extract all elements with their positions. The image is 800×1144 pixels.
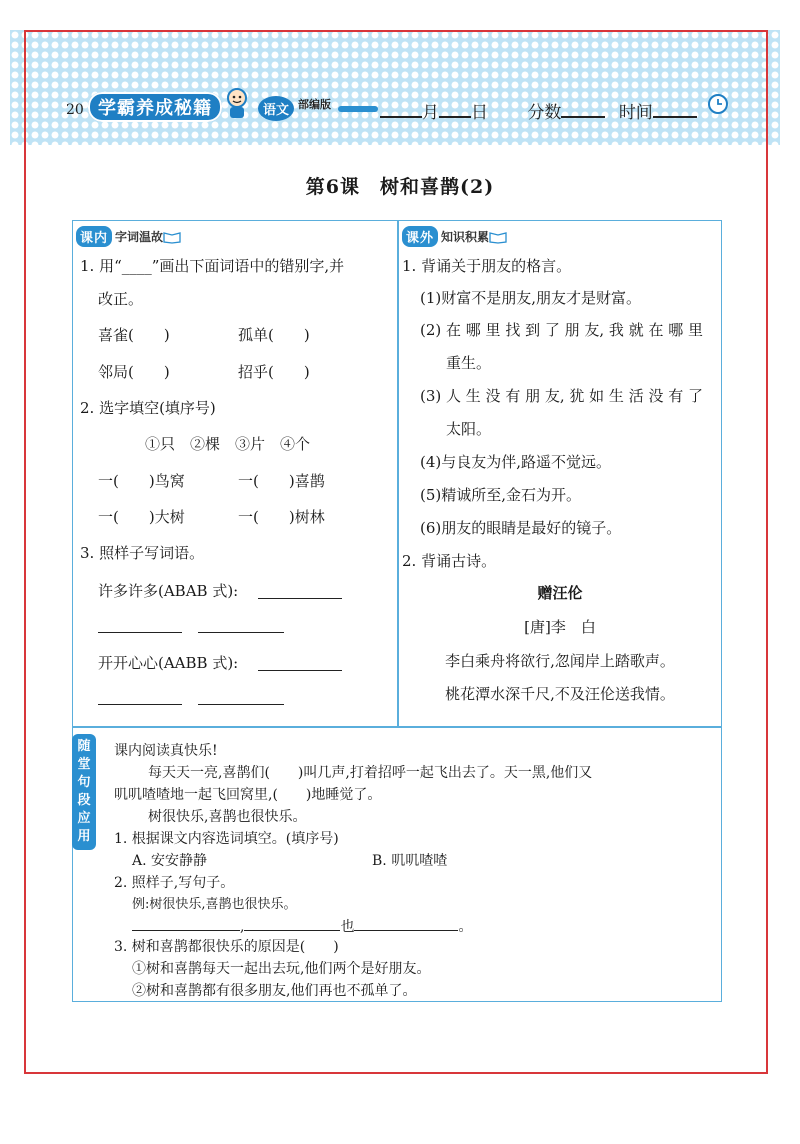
tag-char: 用 (77, 829, 91, 844)
rq1-prompt: 1. 背诵关于朋友的格言。 (402, 257, 572, 275)
bottom-box-tag (72, 734, 96, 850)
motto-item: (5)精诚所至,金石为开。 (420, 486, 582, 504)
bq3-option[interactable]: ②树和喜鹊都有很多朋友,他们再也不孤单了。 (132, 983, 417, 999)
motto-item: 太阳。 (446, 420, 492, 438)
q1-item[interactable]: 喜雀( ) (98, 326, 170, 344)
book-icon (489, 230, 507, 244)
q1-item[interactable]: 邻局( ) (98, 363, 170, 381)
bq3-option[interactable]: ①树和喜鹊每天一起出去玩,他们两个是好朋友。 (132, 961, 431, 977)
q1-line2: 改正。 (98, 290, 144, 308)
option-a[interactable]: A. 安安静静 (132, 853, 208, 869)
day-label: 日 (471, 103, 488, 123)
poem-title: 赠汪伦 (537, 584, 583, 602)
q1-item[interactable]: 招乎( ) (238, 363, 310, 381)
day-blank[interactable] (439, 102, 471, 118)
brand-logo: 学霸养成秘籍 (88, 92, 222, 122)
score-label: 分数 (527, 103, 562, 123)
left-tag-text: 字词温故 (115, 230, 164, 244)
time-label: 时间 (618, 103, 653, 123)
bq2-example: 例:树很快乐,喜鹊也很快乐。 (132, 897, 297, 912)
tag-char: 应 (77, 811, 91, 826)
right-tag-text: 知识积累 (441, 230, 490, 244)
page-number: 20 (66, 102, 84, 118)
answer-line[interactable] (198, 620, 284, 633)
template-period: 。 (458, 919, 473, 935)
q3-ex1: 许多许多(ABAB 式): (98, 582, 239, 600)
header-fields (380, 98, 697, 123)
passage-line: 每天天一亮,喜鹊们( )叫几声,打着招呼一起飞出去了。天一黑,他们又 (148, 765, 593, 781)
bq2-prompt: 2. 照样子,写句子。 (114, 875, 235, 891)
score-blank[interactable] (561, 102, 605, 118)
template-comma: , (240, 919, 245, 935)
motto-item: (3) 人 生 没 有 朋 友, 犹 如 生 活 没 有 了 (420, 387, 704, 405)
passage-line: 叽叽喳喳地一起飞回窝里,( )地睡觉了。 (114, 787, 382, 803)
left-box-tag (76, 226, 181, 247)
motto-item: 重生。 (446, 354, 492, 372)
tag-char: 段 (77, 793, 91, 808)
time-blank[interactable] (653, 102, 697, 118)
q3-prompt: 3. 照样子写词语。 (80, 544, 205, 562)
sentence-template (132, 918, 472, 934)
motto-item: (2) 在 哪 里 找 到 了 朋 友, 我 就 在 哪 里 (420, 321, 704, 339)
rq2-prompt: 2. 背诵古诗。 (402, 552, 497, 570)
lesson-title: 第6课 树和喜鹊(2) (305, 176, 495, 198)
answer-line[interactable] (354, 918, 458, 931)
q2-prompt: 2. 选字填空(填序号) (80, 399, 216, 417)
poem-line: 桃花潭水深千尺,不及汪伦送我情。 (445, 685, 675, 703)
answer-line[interactable] (98, 692, 182, 705)
motto-item: (4)与良友为伴,路遥不觉远。 (420, 453, 612, 471)
book-icon (163, 230, 181, 244)
motto-item: (6)朋友的眼睛是最好的镜子。 (420, 519, 622, 537)
q2-item[interactable]: 一( )大树 (98, 508, 185, 526)
poem-line: 李白乘舟将欲行,忽闻岸上踏歌声。 (445, 652, 675, 670)
answer-line[interactable] (258, 586, 342, 599)
answer-line[interactable] (244, 918, 340, 931)
poem-author: [唐]李 白 (524, 618, 596, 636)
month-blank[interactable] (380, 102, 422, 118)
edition-label: 部编版 (298, 98, 331, 111)
q2-item[interactable]: 一( )鸟窝 (98, 472, 185, 490)
q2-options: ①只 ②棵 ③片 ④个 (145, 435, 311, 453)
passage-line: 树很快乐,喜鹊也很快乐。 (148, 809, 307, 825)
right-tag-pill: 课外 (402, 226, 438, 247)
tag-char: 堂 (77, 757, 91, 772)
left-tag-pill: 课内 (76, 226, 112, 247)
q2-item[interactable]: 一( )喜鹊 (238, 472, 325, 490)
right-box-tag (402, 226, 507, 247)
answer-line[interactable] (98, 620, 182, 633)
clock-icon (706, 92, 730, 116)
answer-line[interactable] (258, 658, 342, 671)
answer-line[interactable] (132, 918, 240, 931)
bq3-prompt: 3. 树和喜鹊都很快乐的原因是( ) (114, 939, 339, 955)
mascot-icon (222, 86, 252, 120)
subject-badge: 语文 (258, 96, 294, 121)
reading-heading: 课内阅读真快乐! (114, 743, 218, 759)
answer-line[interactable] (198, 692, 284, 705)
q3-ex2: 开开心心(AABB 式): (98, 654, 239, 672)
q1-item[interactable]: 孤单( ) (238, 326, 310, 344)
tag-char: 句 (77, 775, 91, 790)
tag-char: 随 (77, 739, 91, 754)
option-b[interactable]: B. 叽叽喳喳 (372, 853, 448, 869)
pen-icon (338, 106, 378, 112)
bq1-prompt: 1. 根据课文内容选词填空。(填序号) (114, 831, 339, 847)
month-label: 月 (422, 103, 439, 123)
q2-item[interactable]: 一( )树林 (238, 508, 325, 526)
q1-line1: 1. 用“____”画出下面词语中的错别字,并 (80, 257, 345, 275)
motto-item: (1)财富不是朋友,朋友才是财富。 (420, 289, 642, 307)
template-ye: 也 (340, 919, 355, 935)
